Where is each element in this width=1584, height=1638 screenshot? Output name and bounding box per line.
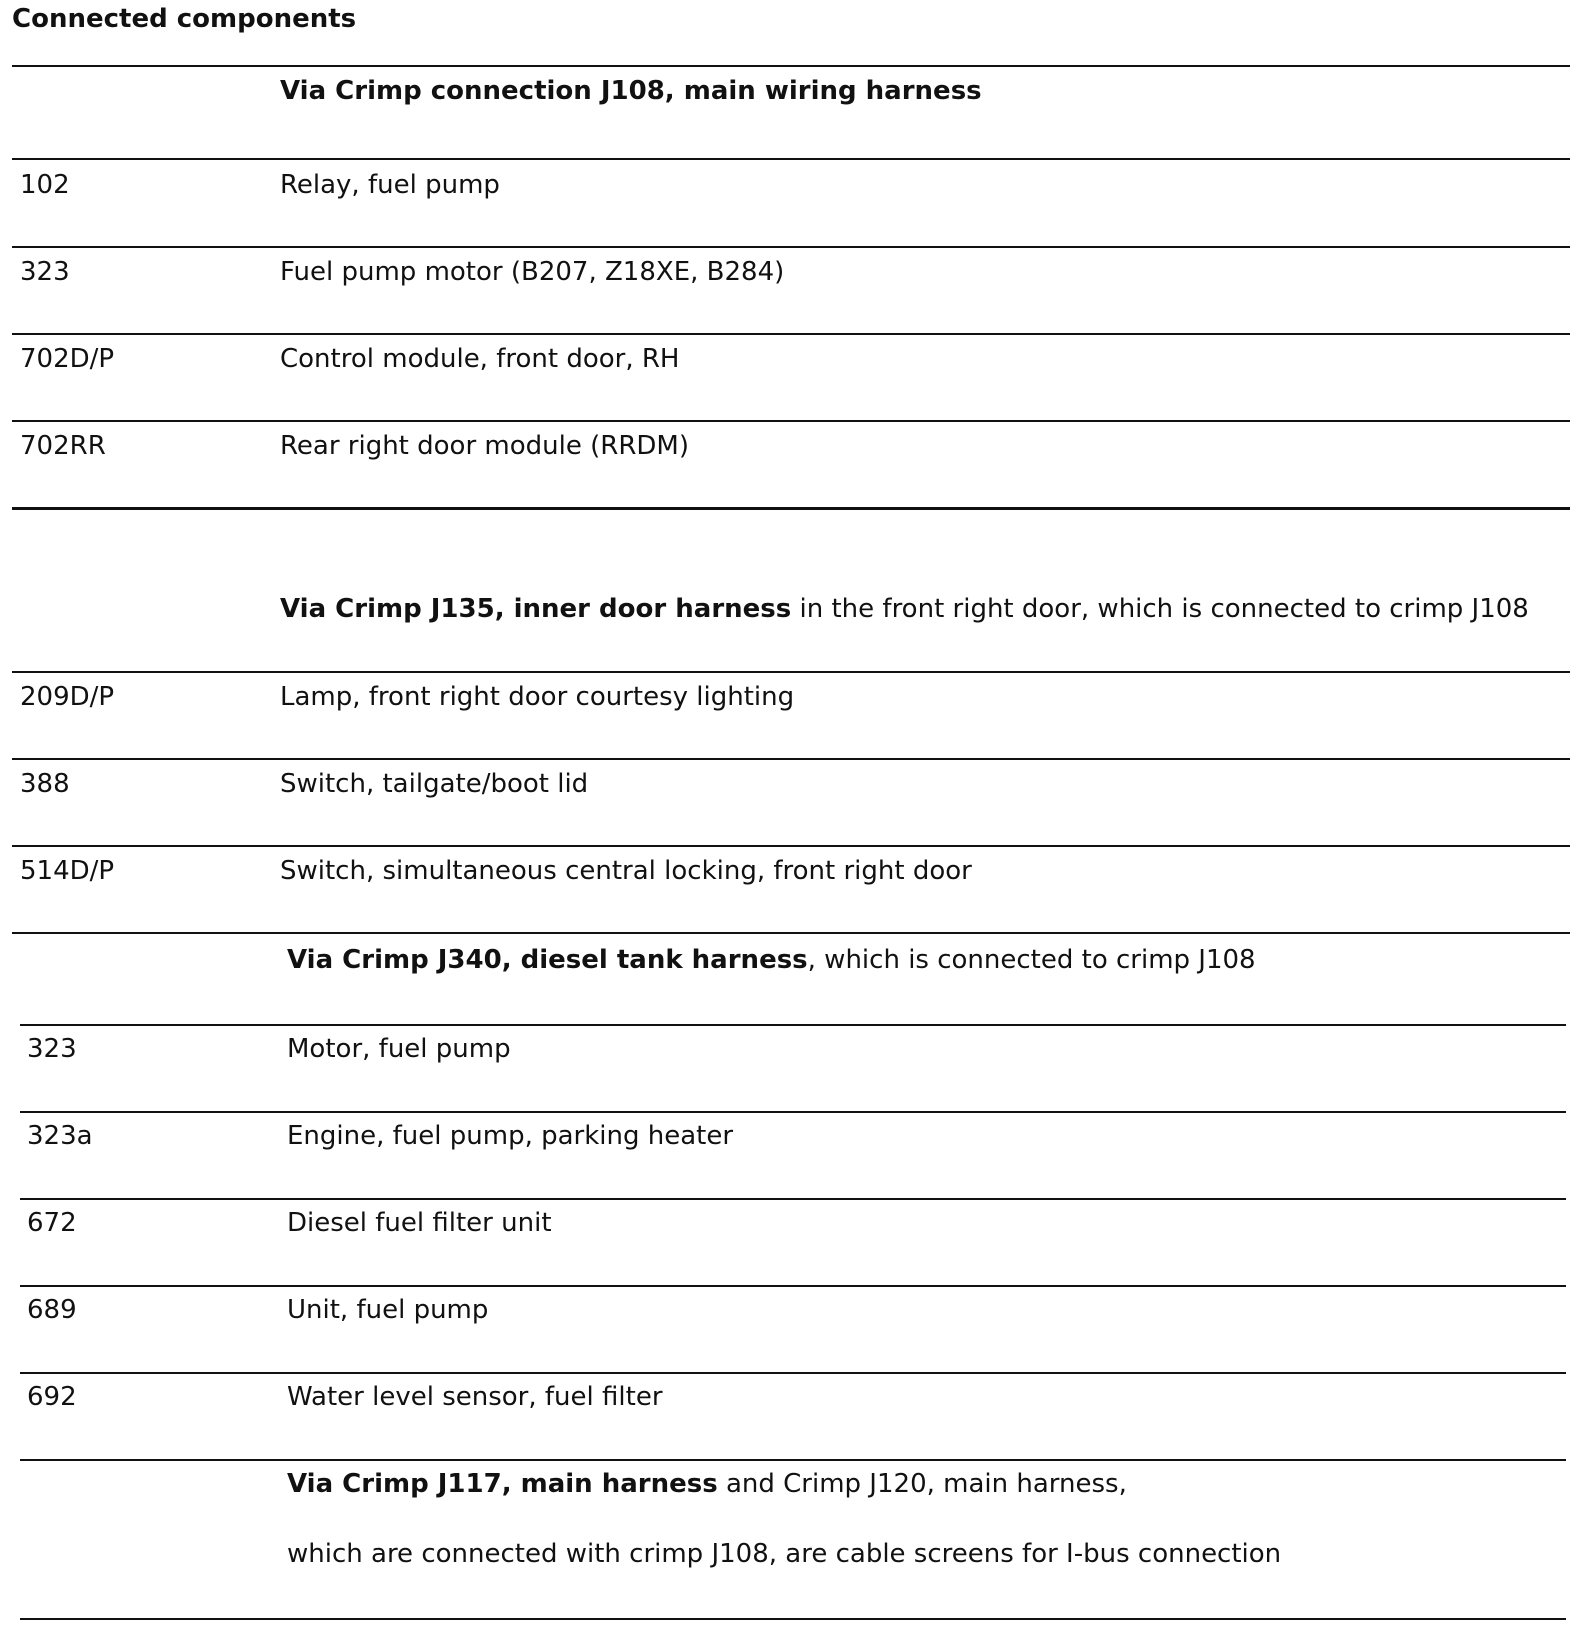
- component-description: Switch, simultaneous central locking, front right door: [280, 856, 972, 886]
- section-heading-rest: in the front right door, which is connected to crimp J108: [791, 594, 1529, 624]
- section-heading-bold: Via Crimp J135, inner door harness: [280, 594, 792, 624]
- row-divider: [12, 333, 1570, 335]
- component-code: 102: [20, 170, 70, 200]
- component-description: Unit, fuel pump: [287, 1295, 489, 1325]
- row-divider: [12, 758, 1570, 760]
- component-description: Motor, fuel pump: [287, 1034, 511, 1064]
- row-divider: [12, 158, 1570, 160]
- row-divider: [12, 845, 1570, 847]
- row-divider: [12, 420, 1570, 422]
- component-code: 388: [20, 769, 70, 799]
- component-code: 672: [27, 1208, 77, 1238]
- component-code: 209D/P: [20, 682, 115, 712]
- row-divider: [12, 246, 1570, 248]
- component-code: 702D/P: [20, 344, 115, 374]
- section-heading: [287, 943, 1256, 977]
- section-heading: [280, 74, 982, 108]
- component-description: Control module, front door, RH: [280, 344, 680, 374]
- table-top-rule: [12, 65, 1570, 67]
- component-code: 323a: [27, 1121, 93, 1151]
- row-divider: [20, 1372, 1566, 1374]
- component-description: Fuel pump motor (B207, Z18XE, B284): [280, 257, 785, 287]
- component-description: Engine, fuel pump, parking heater: [287, 1121, 734, 1151]
- component-description: Switch, tailgate/boot lid: [280, 769, 589, 799]
- section-heading-bold: Via Crimp J117, main harness: [287, 1469, 718, 1499]
- component-description: Water level sensor, fuel filter: [287, 1382, 663, 1412]
- section-heading-bold: Via Crimp J340, diesel tank harness: [287, 945, 808, 975]
- page-title: Connected components: [12, 4, 357, 34]
- row-divider: [20, 1111, 1566, 1113]
- component-code: 692: [27, 1382, 77, 1412]
- table-bottom-rule: [20, 1618, 1566, 1620]
- component-code: 514D/P: [20, 856, 115, 886]
- row-divider: [12, 932, 1570, 934]
- section-heading-line2: which are connected with crimp J108, are cable screens for I-bus connection: [287, 1539, 1282, 1569]
- row-divider: [12, 671, 1570, 673]
- component-description: Relay, fuel pump: [280, 170, 500, 200]
- row-divider: [20, 1198, 1566, 1200]
- component-description: Lamp, front right door courtesy lighting: [280, 682, 795, 712]
- row-divider: [20, 1024, 1566, 1026]
- row-divider: [20, 1285, 1566, 1287]
- section-heading-bold: Via Crimp connection J108, main wiring harness: [280, 76, 982, 106]
- component-code: 323: [20, 257, 70, 287]
- component-code: 689: [27, 1295, 77, 1325]
- row-divider: [20, 1459, 1566, 1461]
- section-bottom-rule: [12, 507, 1570, 510]
- component-description: Diesel fuel filter unit: [287, 1208, 552, 1238]
- section-heading: [280, 592, 1529, 626]
- section-heading: [287, 1467, 1127, 1501]
- component-code: 702RR: [20, 431, 106, 461]
- section-heading-rest: , which is connected to crimp J108: [807, 945, 1256, 975]
- section-heading-rest: and Crimp J120, main harness,: [717, 1469, 1127, 1499]
- component-description: Rear right door module (RRDM): [280, 431, 689, 461]
- component-code: 323: [27, 1034, 77, 1064]
